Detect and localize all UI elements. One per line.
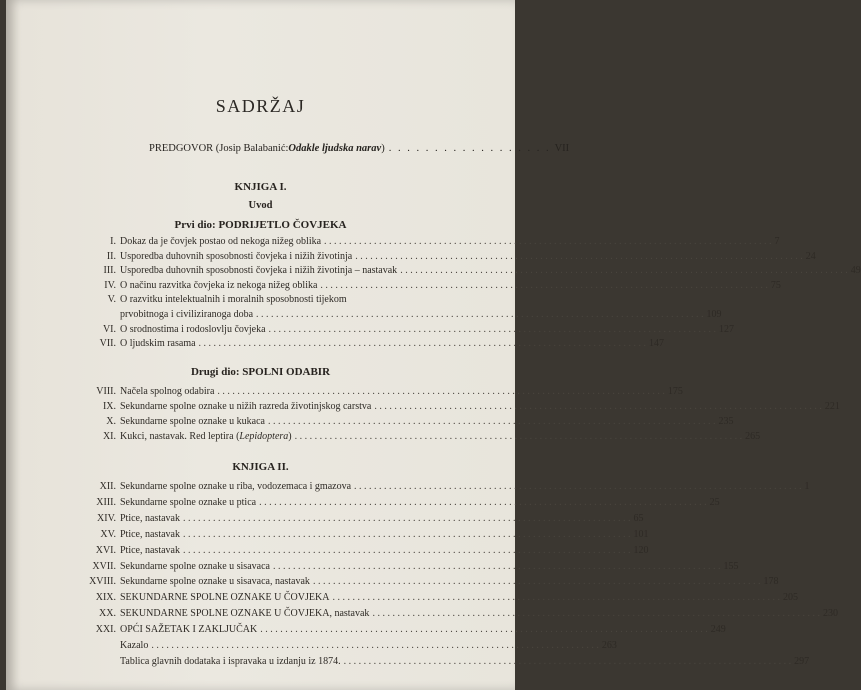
- chapter-title-text: Ptice, nastavak: [120, 512, 180, 524]
- chapter-title: [120, 416, 265, 427]
- chapter-title: [120, 481, 351, 492]
- chapter-title: [120, 431, 292, 442]
- chapter-title: [120, 497, 256, 508]
- book-2-heading: KNJIGA II.: [232, 461, 289, 473]
- toc-entry: [88, 250, 816, 264]
- chapter-number: IX.: [102, 401, 116, 412]
- dot-leader: [256, 309, 704, 320]
- page-number: 178: [763, 576, 779, 588]
- dot-leader: [355, 251, 803, 262]
- chapter-title-text: O srodnostima i rodoslovlju čovjeka: [120, 323, 266, 335]
- toc-entry: [88, 265, 861, 278]
- page-number: 109: [706, 309, 722, 320]
- chapter-title: [120, 401, 371, 412]
- preface-entry: [149, 143, 570, 154]
- chapter-title: [120, 280, 317, 291]
- chapter-title-text: Sekundarne spolne oznake u ptica: [120, 496, 257, 508]
- chapter-title-text: Sekundarne spolne oznake u riba, vodozemaca i gmazova: [120, 481, 352, 492]
- chapter-title: [120, 576, 310, 587]
- chapter-title: [120, 640, 148, 651]
- page-number: 221: [824, 401, 840, 412]
- chapter-number: XXI.: [95, 624, 116, 636]
- toc-entry: [88, 608, 838, 621]
- preface-label: PREDGOVOR (Josip Balabanić:: [149, 143, 289, 154]
- chapter-title-text: Ptice, nastavak: [120, 544, 180, 556]
- dot-leader: [400, 265, 848, 276]
- chapter-title-text: Kazalo: [120, 640, 149, 651]
- chapter-title-text: Ptice, nastavak: [120, 528, 180, 540]
- dot-leader: [183, 513, 631, 524]
- toc-entry: [88, 401, 840, 414]
- toc-entry: [88, 496, 720, 510]
- chapter-title: [120, 251, 352, 262]
- page-number: 230: [822, 608, 838, 620]
- chapter-title: [120, 236, 321, 247]
- preface-end: ): [381, 143, 385, 154]
- page-number: 249: [710, 624, 726, 636]
- dot-leader: [313, 576, 761, 587]
- chapter-title-text: Načela spolnog odabira: [120, 386, 215, 397]
- chapter-number: XV.: [100, 528, 116, 540]
- dot-leader: [354, 481, 802, 492]
- chapter-title: [120, 338, 196, 349]
- chapter-title: [120, 561, 270, 572]
- book-page: [6, 0, 861, 690]
- chapter-title-end: ): [288, 431, 292, 442]
- toc-entry: [88, 592, 798, 605]
- chapter-number: XII.: [99, 481, 116, 492]
- page-number: 101: [633, 528, 649, 540]
- dot-leader: [320, 280, 768, 291]
- dot-leader: [374, 401, 822, 412]
- chapter-title-text: Sekundarne spolne oznake u kukaca: [120, 416, 265, 427]
- chapter-number: XIX.: [95, 592, 116, 604]
- toc-entry: [120, 655, 810, 669]
- page-number: 147: [649, 338, 665, 350]
- page-number: 49: [850, 265, 861, 277]
- chapter-number: XX.: [99, 608, 116, 620]
- chapter-title: [120, 386, 214, 397]
- toc-entry: [88, 416, 734, 429]
- chapter-title: [120, 324, 266, 335]
- chapter-title: [120, 294, 347, 305]
- preface-title: Odakle ljudska narav: [288, 143, 382, 154]
- chapter-title: [120, 656, 341, 667]
- intro-heading: Uvod: [248, 200, 273, 211]
- chapter-number: III.: [103, 265, 116, 277]
- page-number: 65: [633, 512, 644, 524]
- chapter-title-text: Sekundarne spolne oznake u sisavaca, nastavak: [120, 576, 310, 588]
- chapter-title-text: Usporedba duhovnih sposobnosti čovjeka i nižih životinja – nastavak: [120, 265, 398, 277]
- chapter-title: [120, 309, 253, 320]
- dot-leader: [344, 656, 792, 667]
- chapter-title: [120, 545, 180, 556]
- chapter-title-text: Usporedba duhovnih sposobnosti čovjeka i nižih životinja: [120, 250, 353, 262]
- dot-leader: [324, 236, 772, 247]
- toc-entry: [88, 236, 780, 249]
- dot-leader: [332, 592, 780, 603]
- chapter-title-text: SEKUNDARNE SPOLNE OZNAKE U ČOVJEKA, nastavak: [120, 608, 370, 620]
- toc-entry: [88, 544, 649, 558]
- book-1-heading: KNJIGA I.: [234, 181, 287, 193]
- toc-entry: [88, 560, 739, 574]
- dot-leader: [268, 416, 716, 427]
- chapter-title-text: Sekundarne spolne oznake u nižih razreda životinjskog carstva: [120, 401, 372, 412]
- dot-leader: [199, 338, 647, 349]
- chapter-title: [120, 592, 329, 603]
- chapter-number: XIII.: [96, 496, 116, 508]
- toc-entry: [88, 481, 810, 494]
- chapter-title-text: O načinu razvitka čovjeka iz nekoga nižeg oblika: [120, 279, 318, 291]
- page-number: 235: [718, 416, 734, 427]
- dot-leader: [372, 608, 820, 619]
- page-number: 7: [774, 236, 780, 247]
- dot-leader: [217, 386, 665, 397]
- page-number: 155: [723, 560, 739, 572]
- toc-entry: [88, 279, 781, 293]
- dot-leader: [269, 324, 717, 335]
- page-number: 120: [633, 544, 649, 556]
- page-number: 265: [745, 431, 761, 442]
- dot-leader: [151, 640, 599, 651]
- toc-entry: [88, 576, 779, 589]
- chapter-title: [120, 624, 257, 635]
- toc-entry: [88, 323, 735, 337]
- toc-entry: [88, 528, 649, 542]
- toc-entry: [88, 512, 644, 526]
- chapter-number: VII.: [99, 338, 116, 350]
- chapter-number: VI.: [102, 323, 116, 335]
- dot-leader: [273, 561, 721, 572]
- chapter-number: XIV.: [97, 512, 116, 524]
- chapter-number: X.: [106, 416, 116, 427]
- chapter-title-text: prvobitnoga i civiliziranoga doba: [120, 309, 254, 320]
- chapter-number: XVIII.: [89, 576, 116, 588]
- chapter-title-text: O ljudskim rasama: [120, 338, 196, 350]
- chapter-number: XVI.: [95, 544, 116, 556]
- part-2-heading: Drugi dio: SPOLNI ODABIR: [190, 366, 331, 378]
- page-title: SADRŽAJ: [215, 96, 306, 116]
- chapter-title-text: O razvitku intelektualnih i moralnih sposobnosti tijekom: [120, 294, 347, 306]
- toc-entry: [88, 624, 726, 637]
- chapter-title-text: Dokaz da je čovjek postao od nekoga nižeg oblika: [120, 236, 322, 247]
- dot-leader: [183, 545, 631, 556]
- toc-entry: [120, 309, 722, 322]
- toc-entry: [120, 640, 617, 653]
- dot-leader: [295, 431, 743, 442]
- page-number: 75: [770, 279, 781, 291]
- chapter-title-text: Kukci, nastavak. Red leptira (: [120, 431, 240, 442]
- chapter-title: [120, 529, 180, 540]
- preface-leader: . . . . . . . . . . . . . . . . . .: [388, 143, 551, 154]
- chapter-title-italic: Lepidoptera: [239, 431, 289, 442]
- chapter-number: V.: [107, 294, 116, 306]
- chapter-number: II.: [106, 250, 116, 262]
- toc-entry: [88, 386, 683, 399]
- page-number: 297: [794, 655, 810, 667]
- dot-leader: [259, 497, 707, 508]
- chapter-title-text: OPĆI SAŽETAK I ZAKLJUČAK: [120, 624, 258, 636]
- chapter-number: IV.: [104, 279, 116, 291]
- dot-leader: [260, 624, 708, 635]
- toc-entry: [88, 338, 665, 351]
- chapter-title: [120, 608, 369, 619]
- page-number: 1: [804, 481, 810, 492]
- page-number: 25: [709, 496, 720, 508]
- toc-entry: [88, 431, 761, 444]
- part-1-heading: Prvi dio: PODRIJETLO ČOVJEKA: [174, 219, 347, 231]
- chapter-title-text: Sekundarne spolne oznake u sisavaca: [120, 560, 270, 572]
- chapter-number: XI.: [102, 431, 116, 442]
- chapter-number: XVII.: [92, 560, 116, 572]
- page-number: 24: [805, 250, 816, 262]
- preface-page: VII: [554, 143, 570, 154]
- chapter-title: [120, 513, 180, 524]
- page-number: 205: [782, 592, 798, 604]
- dot-leader: [183, 529, 631, 540]
- page-number: 127: [719, 323, 735, 335]
- toc-entry: [88, 294, 450, 307]
- chapter-number: I.: [110, 236, 116, 247]
- chapter-number: VIII.: [96, 386, 116, 397]
- chapter-title: [120, 265, 397, 276]
- page-number: 263: [601, 640, 617, 651]
- page-number: 175: [667, 386, 683, 397]
- chapter-title-text: SEKUNDARNE SPOLNE OZNAKE U ČOVJEKA: [120, 592, 330, 604]
- chapter-title-text: Tablica glavnih dodataka i ispravaka u izdanju iz 1874.: [120, 655, 341, 667]
